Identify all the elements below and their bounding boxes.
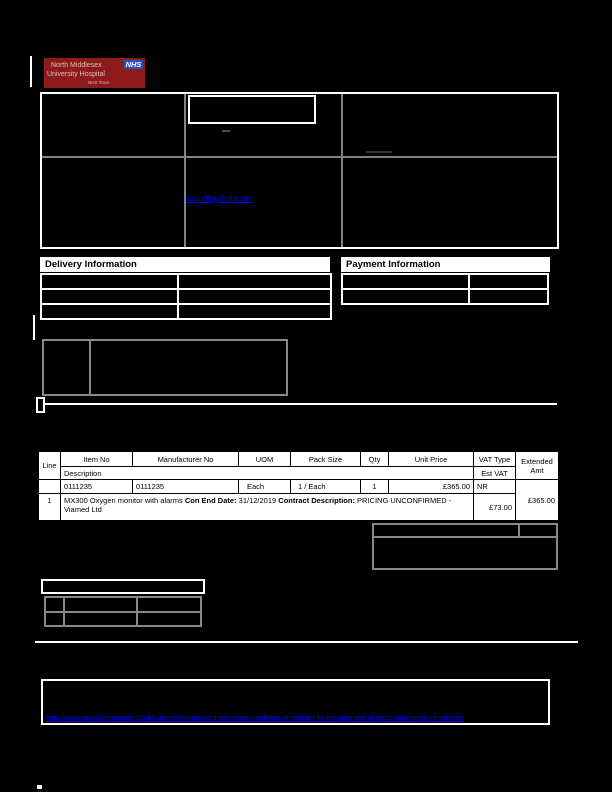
nhs-trust-logo <box>44 58 145 88</box>
trust-name-line2: University Hospital <box>47 71 105 78</box>
item-description-row <box>39 494 559 521</box>
unit-price-cell: £365.00 <box>389 480 474 494</box>
col-header-description: Description <box>61 467 474 480</box>
item-no-cell: 0111235 <box>61 480 133 494</box>
manufacturer-no-cell: 0111235 <box>133 480 239 494</box>
table-divider <box>42 156 557 158</box>
table-divider <box>341 94 343 247</box>
line-items-table <box>38 451 559 521</box>
redacted-cell <box>42 275 177 288</box>
trust-name-line3: NHS Trust <box>88 80 109 85</box>
col-header-unit-price: Unit Price <box>389 452 474 467</box>
nhs-logo-icon: NHS <box>125 60 142 69</box>
con-end-date-label: Con End Date: <box>184 496 237 505</box>
redaction-artifact <box>36 397 45 413</box>
col-header-manufacturer-no: Manufacturer No <box>133 452 239 467</box>
item-row <box>39 480 559 494</box>
redacted-cell <box>343 275 468 288</box>
uom-cell: Each <box>239 480 291 494</box>
redaction-artifact <box>222 130 230 132</box>
redaction-artifact <box>366 151 392 153</box>
redacted-cell <box>520 525 556 536</box>
redacted-cell <box>179 275 330 288</box>
redacted-cell <box>138 598 200 611</box>
notes-block <box>42 339 288 396</box>
authorisation-header-box <box>41 579 205 594</box>
delivery-information-header: Delivery Information <box>40 257 330 272</box>
redacted-cell <box>374 525 518 536</box>
col-header-extended-amt: Extended Amt <box>516 452 559 480</box>
payment-information-table <box>341 273 549 305</box>
redacted-cell <box>65 613 136 626</box>
redacted-cell <box>343 290 468 303</box>
col-header-qty: Qty <box>361 452 389 467</box>
redacted-cell <box>179 305 330 318</box>
redacted-cell <box>65 598 136 611</box>
contact-email-link[interactable]: kspurling@nhs.net <box>186 194 253 203</box>
col-header-vat-type: VAT Type <box>474 452 516 467</box>
description-text: MX300 Oxygen monitor with alarms <box>64 496 185 505</box>
margin-tick <box>30 56 32 87</box>
redacted-cell <box>374 538 556 568</box>
vat-type-cell: NR <box>474 480 516 494</box>
item-description-cell <box>61 494 474 521</box>
line-number-cell: 1 <box>39 494 61 521</box>
redacted-cell <box>91 341 286 394</box>
col-header-item-no: Item No <box>61 452 133 467</box>
redacted-cell <box>42 290 177 303</box>
redaction-artifact <box>37 785 42 789</box>
terms-and-conditions-box <box>41 679 550 725</box>
extended-amt-cell: £365.00 <box>516 480 559 521</box>
horizontal-rule <box>40 403 557 405</box>
table-border-remnant <box>33 315 35 340</box>
redacted-cell <box>138 613 200 626</box>
redacted-cell <box>42 305 177 318</box>
col-header-uom: UOM <box>239 452 291 467</box>
terms-and-conditions-link[interactable]: https://www.gov.uk/government/publications/nhs-standard-terms-and-conditions-of-contract-for-the-purchase-of-goods-and-supply-of-services <box>46 715 464 722</box>
redacted-cell <box>46 613 63 626</box>
totals-block <box>372 523 558 570</box>
redacted-cell <box>179 290 330 303</box>
authorisation-table <box>44 596 202 627</box>
redacted-cell <box>470 290 547 303</box>
table-divider <box>184 94 186 247</box>
payment-information-header: Payment Information <box>341 257 550 272</box>
contract-description-value: PRICING UNCONFIRMED - Viamed Ltd <box>64 496 452 515</box>
qty-cell: 1 <box>361 480 389 494</box>
contract-description-label: Contract Description: <box>278 496 355 505</box>
po-number-box <box>188 95 316 124</box>
horizontal-rule <box>35 641 578 643</box>
con-end-date-value: 31/12/2019 <box>236 496 279 505</box>
col-header-pack-size: Pack Size <box>291 452 361 467</box>
line-cell <box>39 480 61 494</box>
redacted-cell <box>44 341 89 394</box>
pack-size-cell: 1 / Each <box>291 480 361 494</box>
trust-name-line1: North Middlesex <box>51 62 102 69</box>
col-header-est-vat: Est VAT <box>474 467 516 480</box>
est-vat-cell: £73.00 <box>474 494 516 521</box>
redacted-cell <box>46 598 63 611</box>
delivery-information-table <box>40 273 332 320</box>
col-header-line: Line <box>39 452 61 480</box>
redacted-cell <box>470 275 547 288</box>
